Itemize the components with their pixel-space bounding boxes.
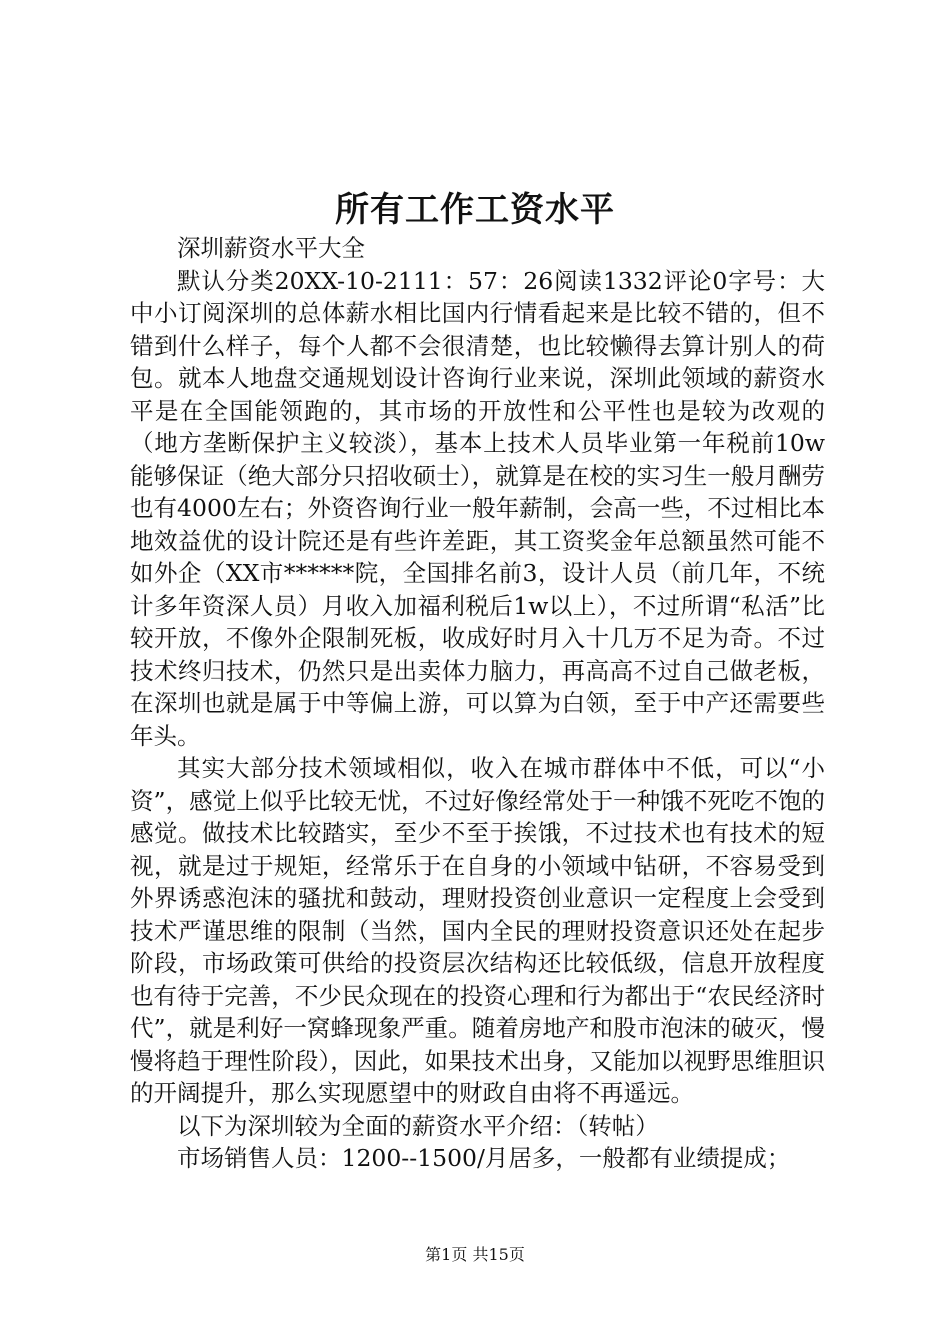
page-number: 第1页 — [425, 1245, 468, 1264]
document-title: 所有工作工资水平 — [335, 190, 615, 230]
page-footer — [0, 1244, 950, 1266]
paragraph-subtitle: 深圳薪资水平大全 — [177, 234, 365, 262]
paragraph-sales: 市场销售人员：1200--1500/月居多，一般都有业绩提成； — [177, 1144, 791, 1172]
paragraph-list-intro: 以下为深圳较为全面的薪资水平介绍：（转帖） — [177, 1111, 659, 1140]
paragraph-intro: 默认分类20XX-10-2111：57：26阅读1332评论0字号：大中小订阅深圳的总体薪水相比国内行情看起来是比较不错的，但不错到什么样子，每个人都不会很清楚，也比较懒得去算计别人的荷包。就本人地盘交通规划设计咨询行业来说，深圳此领域的薪资水平是在全国能领跑的，其市场的开放性和公平性也是较为改观的（地方垄断保护主义较淡），基本上技术人员毕业第一年税前10w能够保证（绝大部分只招收硕士），就算是在校的实习生一般月酬劳也有4000左右；外资咨询行业一般年薪制，会高一些，不过相比本地效益优的设计院还是有些许差距，其工资奖金年总额虽然可能不如外企（XX市******院，全国排名前3，设计人员（前几年，不统计多年资深人员）月收入加福利税后1w以上），不过所谓“私活”比较开放，不像外企限制死板，收成好时月入十几万不足为奇。不过技术终归技术，仍然只是出卖体力脑力，再高高不过自己做老板，在深圳也就是属于中等偏上游，可以算为白领，至于中产还需要些年头。 — [130, 266, 825, 750]
paragraph-discussion: 其实大部分技术领域相似，收入在城市群体中不低，可以“小资”，感觉上似乎比较无忧，不过好像经常处于一种饿不死吃不饱的感觉。做技术比较踏实，至少不至于挨饿，不过技术也有技术的短视，就是过于规矩，经常乐于在自身的小领域中钻研，不容易受到外界诱惑泡沫的骚扰和鼓动，理财投资创业意识一定程度上会受到技术严谨思维的限制（当然，国内全民的理财投资意识还处在起步阶段，市场政策可供给的投资层次结构还比较低级，信息开放程度也有待于完善，不少民众现在的投资心理和行为都出于“农民经济时代”，就是利好一窝蜂现象严重。随着房地产和股市泡沫的破灭，慢慢将趋于理性阶段），因此，如果技术出身，又能加以视野思维胆识的开阔提升，那么实现愿望中的财政自由将不再遥远。 — [130, 754, 825, 1107]
page-total: 共15页 — [472, 1245, 525, 1264]
document-body — [130, 232, 825, 1175]
